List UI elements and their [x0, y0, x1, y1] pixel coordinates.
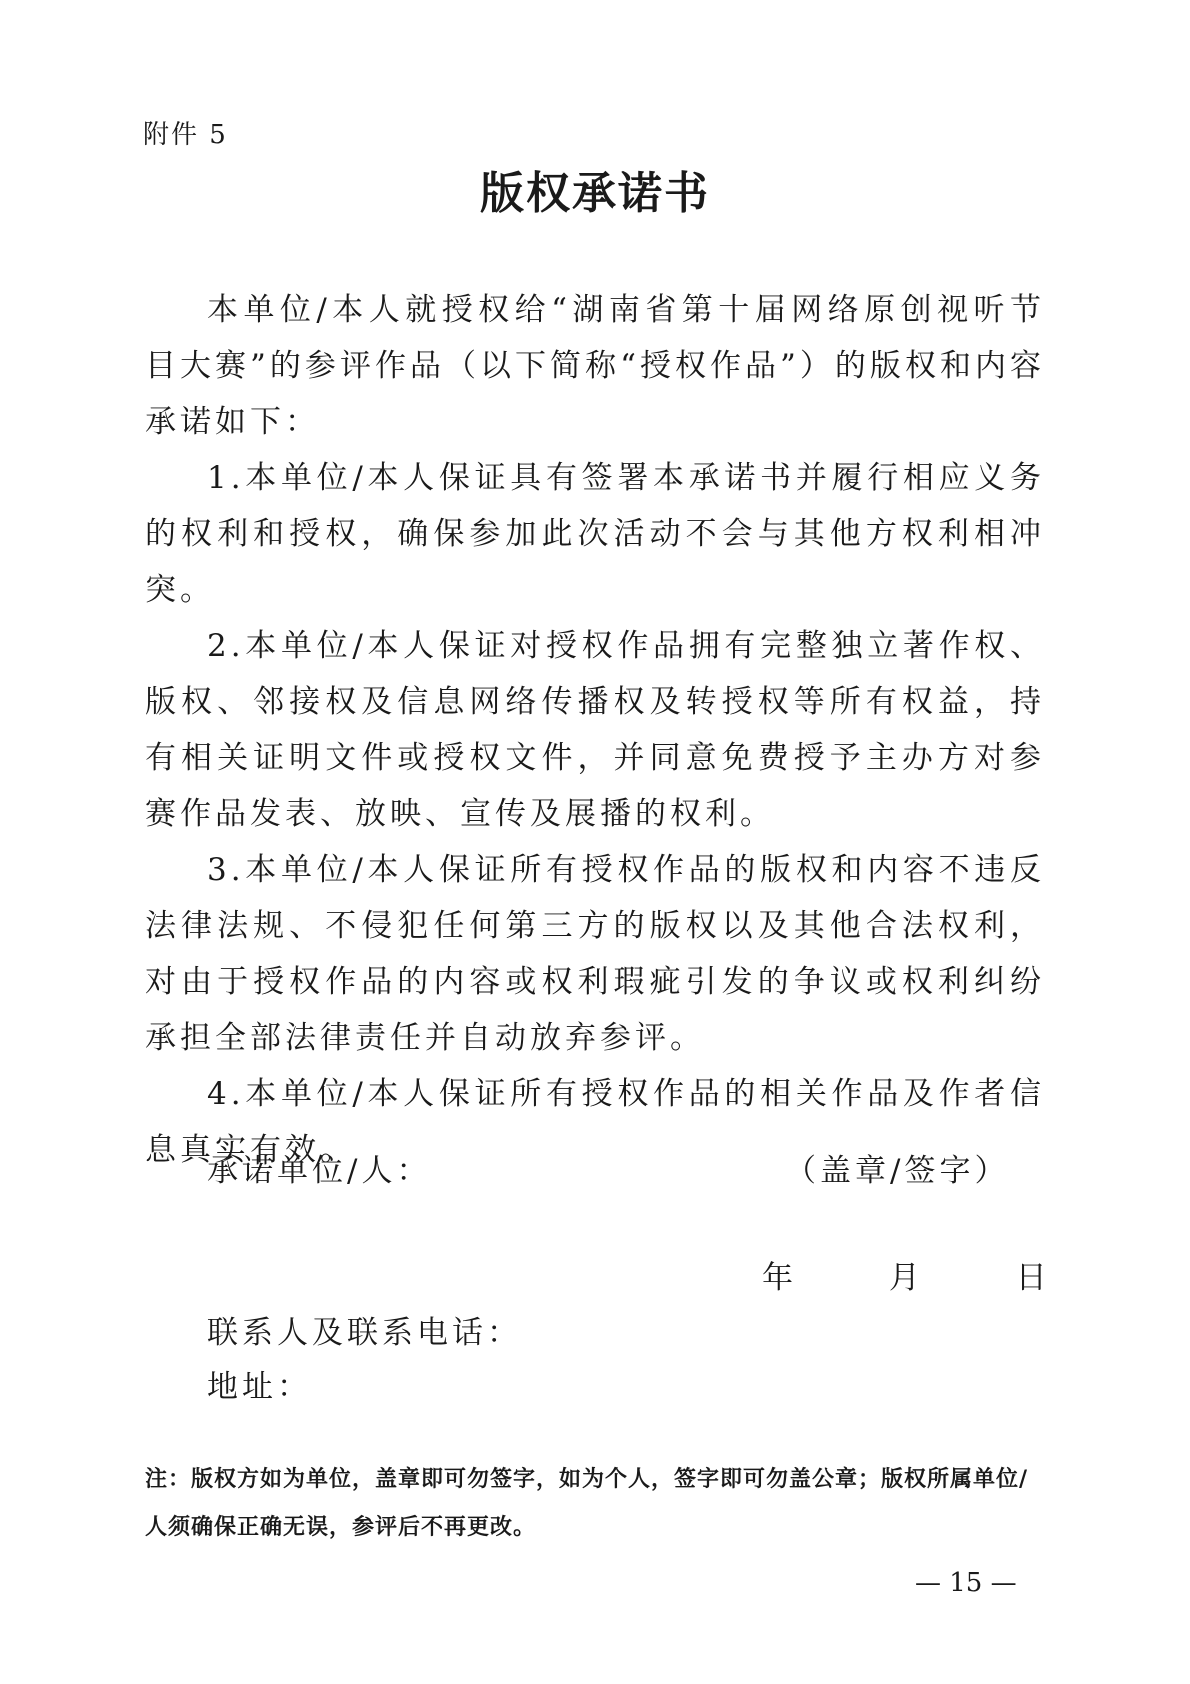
commitment-item-3: 3.本单位/本人保证所有授权作品的版权和内容不违反法律法规、不侵犯任何第三方的版权以及其他合法权利，对由于授权作品的内容或权利瑕疵引发的争议或权利纠纷承担全部法律责任并自动放弃参评。 [145, 852, 1045, 1056]
footnote: 注：版权方如为单位，盖章即可勿签字，如为个人，签字即可勿盖公章；版权所属单位/人须确保正确无误，参评后不再更改。 [145, 1466, 1029, 1540]
contact-label: 联系人及联系电话： [207, 1315, 522, 1351]
date-day-label: 日 [1015, 1260, 1051, 1296]
page-number: — 15 — [915, 1568, 1017, 1598]
date-line [762, 1260, 1101, 1296]
intro-paragraph: 本单位/本人就授权给“湖南省第十届网络原创视听节目大赛”的参评作品（以下简称“授权作品”）的版权和内容承诺如下： [145, 292, 1045, 440]
commitment-item-1: 1.本单位/本人保证具有签署本承诺书并履行相应义务的权利和授权，确保参加此次活动不会与其他方权利相冲突。 [145, 460, 1045, 608]
document-title: 版权承诺书 [480, 168, 710, 219]
commitment-item-2: 2.本单位/本人保证对授权作品拥有完整独立著作权、版权、邻接权及信息网络传播权及转授权等所有权益，持有相关证明文件或授权文件，并同意免费授予主办方对参赛作品发表、放映、宣传及展播的权利。 [145, 628, 1045, 832]
attachment-label: 附件 5 [143, 120, 228, 150]
signature-hint: （盖章/签字） [785, 1153, 1010, 1189]
address-label: 地址： [207, 1369, 312, 1405]
date-year-label: 年 [762, 1260, 797, 1296]
signature-label: 承诺单位/人： [207, 1153, 432, 1189]
document-body [145, 282, 1045, 1178]
commitment-item-4: 4.本单位/本人保证所有授权作品的相关作品及作者信息真实有效。 [145, 1076, 1045, 1168]
date-month-label: 月 [888, 1260, 924, 1296]
